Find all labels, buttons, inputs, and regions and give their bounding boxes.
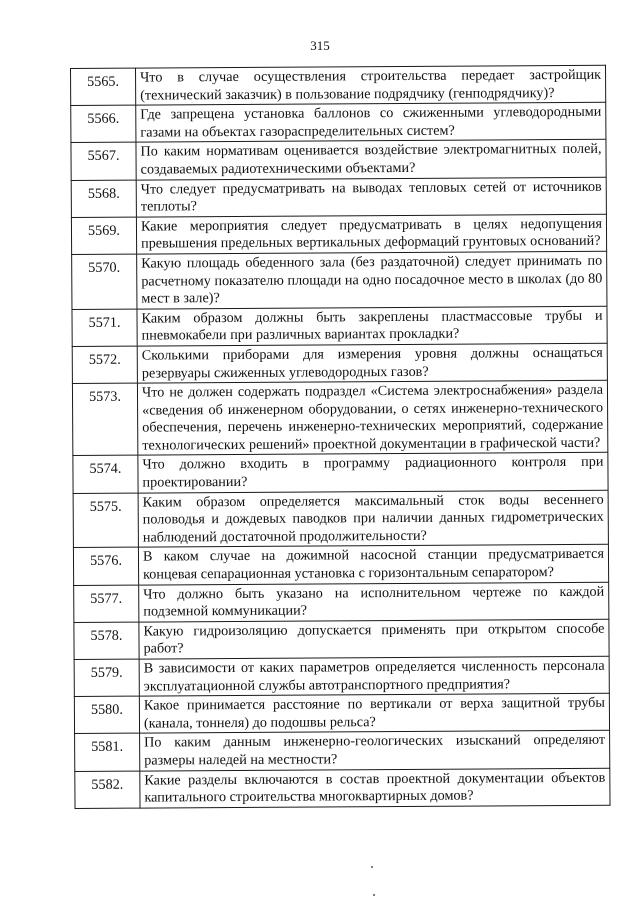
question-row <box>74 619 609 659</box>
question-number: 5566. <box>71 105 136 143</box>
question-text: Сколькими приборами для измерения уровня должны оснащаться резервуары сжиженных углеводородных газов? <box>137 343 607 383</box>
question-text: Что должно быть указано на исполнительном чертеже по каждой подземной коммуникации? <box>139 582 609 622</box>
question-row <box>71 140 606 180</box>
questions-table <box>70 65 611 809</box>
question-number: 5567. <box>71 142 136 180</box>
question-number: 5582. <box>75 771 140 809</box>
question-row <box>73 545 608 585</box>
question-text: Каким образом определяется максимальный сток воды весеннего половодья и дождевых паводков при наличии данных гидрометрических наблюдений достаточной продолжительности? <box>138 490 608 548</box>
question-number: 5568. <box>71 180 136 218</box>
question-number: 5580. <box>74 696 139 734</box>
question-text: Что следует предусматривать на выводах тепловых сетей от источников теплоты? <box>136 177 606 217</box>
question-text: По каким данным инженерно-геологических изысканий определяют размеры наледей на местности? <box>140 731 610 771</box>
question-number: 5574. <box>73 456 138 494</box>
question-row <box>72 343 607 383</box>
question-number: 5573. <box>72 383 137 456</box>
question-row <box>72 251 607 309</box>
question-text: В зависимости от каких параметров определяется численность персонала эксплуатационной службы автотранспортного предприятия? <box>139 656 609 696</box>
question-row <box>74 582 609 622</box>
scan-speck <box>371 866 373 868</box>
question-text: Что должно входить в программу радиационного контроля при проектировании? <box>138 453 608 493</box>
question-row <box>71 65 606 105</box>
question-number: 5581. <box>75 733 140 771</box>
question-number: 5569. <box>71 217 136 255</box>
question-number: 5579. <box>74 659 139 697</box>
question-number: 5575. <box>73 493 138 548</box>
question-row <box>71 102 606 142</box>
scan-speck <box>373 894 375 896</box>
question-row <box>71 177 606 217</box>
question-text: Какие разделы включаются в состав проектной документации объектов капитального строительства многоквартирных домов? <box>140 768 610 808</box>
question-row <box>74 693 609 733</box>
question-number: 5577. <box>74 585 139 623</box>
question-number: 5571. <box>72 309 137 347</box>
question-number: 5570. <box>72 254 137 309</box>
question-text: Какую гидроизоляцию допускается применять при открытом способе работ? <box>139 619 609 659</box>
question-row <box>75 731 610 771</box>
question-row <box>71 214 606 254</box>
question-text: Какое принимается расстояние по вертикали от верха защитной трубы (канала, тоннеля) до подошвы рельса? <box>139 693 609 733</box>
question-row <box>73 490 608 548</box>
question-text: Где запрещена установка баллонов со сжиженными углеводородными газами на объектах газораспределительных систем? <box>136 102 606 142</box>
question-number: 5576. <box>73 548 138 586</box>
question-text: В каком случае на дожимной насосной станции предусматривается концевая сепарационная установка с горизонтальным сепаратором? <box>138 545 608 585</box>
question-row <box>72 306 607 346</box>
question-number: 5565. <box>71 68 136 106</box>
question-number: 5578. <box>74 622 139 660</box>
question-text: Каким образом должны быть закреплены пластмассовые трубы и пневмокабели при различных вариантах прокладки? <box>137 306 607 346</box>
question-text: Что не должен содержать подраздел «Система электроснабжения» раздела «сведения об инженерном оборудовании, о сетях инженерно-технического обеспечения, перечень инженерно-технических мероприятий, содержание технологических решений» проектной документации в графической части? <box>137 380 607 455</box>
question-number: 5572. <box>72 346 137 384</box>
questions-table-body <box>71 65 611 808</box>
question-text: Что в случае осуществления строительства передает застройщик (технический заказчик) в пользование подрядчику (генподрядчику)? <box>136 65 606 105</box>
question-row <box>72 380 607 456</box>
question-row <box>75 768 610 808</box>
question-row <box>74 656 609 696</box>
question-text: Какую площадь обеденного зала (без раздаточной) следует принимать по расчетному показателю площади на одно посадочное место в школах (до 80 мест в зале)? <box>137 251 607 309</box>
question-row <box>73 453 608 493</box>
question-text: По каким нормативам оценивается воздействие электромагнитных полей, создаваемых радиотехническими объектами? <box>136 140 606 180</box>
question-text: Какие мероприятия следует предусматривать в целях недопущения превышения предельных вертикальных деформаций грунтовых оснований? <box>136 214 606 254</box>
page-number: 315 <box>310 38 330 53</box>
